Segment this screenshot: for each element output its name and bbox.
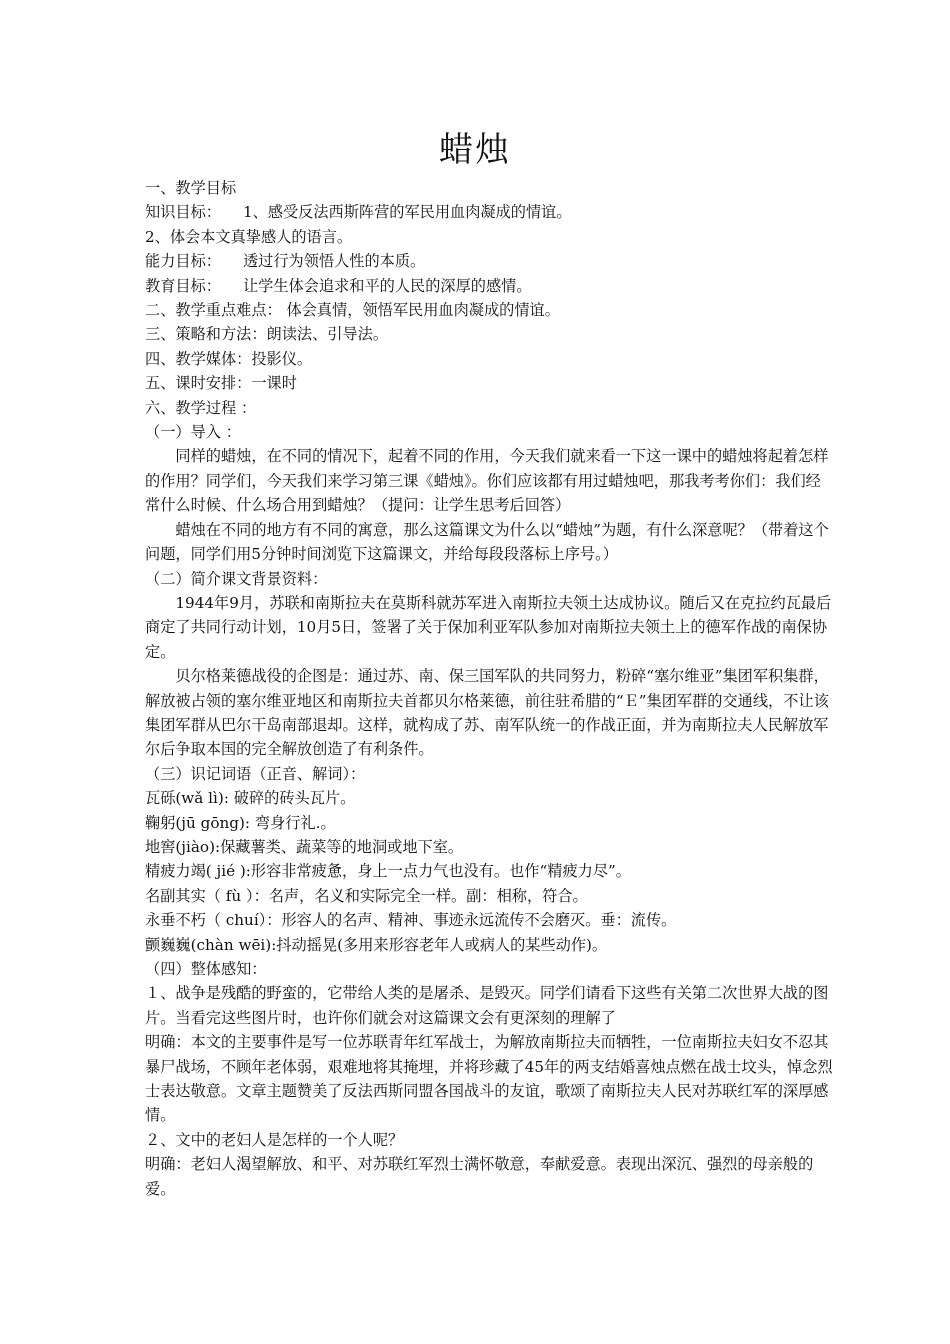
overall-question-2: ２、文中的老妇人是怎样的一个人呢？ — [145, 1130, 404, 1149]
vocab-item: 精疲力竭( jié ):形容非常疲惫，身上一点力气也没有。也作“精疲力尽”。 — [145, 862, 631, 881]
objectives-heading: 一、教学目标 — [145, 179, 237, 197]
vocab-item: 颤巍巍(chàn wēi):抖动摇晃(多用来形容老年人或病人的某些动作)。 — [145, 935, 608, 954]
vocab-item: 鞠躬(jū gōng): 弯身行礼.。 — [145, 813, 336, 832]
ability-label: 能力目标： — [145, 252, 221, 271]
intro-paragraph-2: 蜡烛在不同的地方有不同的寓意，那么这篇课文为什么以“蜡烛”为题，有什么深意呢？（带着这个问题，同学们用5分钟时间浏览下这篇课文，并给每段段落标上序号。） — [145, 520, 829, 564]
knowledge-item-2: 2、体会本文真挚感人的语言。 — [145, 227, 353, 246]
key-points: 二、教学重点难点： 体会真情，领悟军民用血肉凝成的情谊。 — [145, 301, 560, 320]
knowledge-label: 知识目标： — [145, 203, 221, 222]
vocab-heading: （三）识记词语（正音、解词）： — [145, 764, 366, 783]
vocab-item: 瓦砾(wǎ lì): 破碎的砖头瓦片。 — [145, 789, 356, 808]
knowledge-objective-1 — [145, 200, 835, 224]
vocab-item: 地窖(jiào):保藏薯类、蔬菜等的地洞或地下室。 — [145, 837, 464, 856]
intro-heading: （一）导入 ： — [145, 423, 241, 442]
overall-answer-1: 明确：本文的主要事件是写一位苏联青年红军战士，为解放南斯拉夫而牺牲，一位南斯拉夫妇女不忍其暴尸战场，不顾年老体弱，艰难地将其掩埋，并将珍藏了45年的两支结婚喜烛点燃在战士坟头，悼念烈士表达敬意。文章主题赞美了反法西斯同盟各国战斗的友谊，歌颂了南斯拉夫人民对苏联红军的深厚感情。 — [145, 1033, 833, 1125]
overall-heading: （四）整体感知： — [145, 960, 267, 978]
background-paragraph-1: 1944年9月，苏联和南斯拉夫在莫斯科就苏军进入南斯拉夫领土达成协议。随后又在克拉约瓦最后商定了共同行动计划，10月5日，签署了关于保加利亚军队参加对南斯拉夫领土上的德军作战的南保协定。 — [145, 593, 832, 661]
process-heading: 六、教学过程 ： — [145, 398, 257, 417]
page-title: 蜡烛 — [439, 130, 511, 170]
vocab-item: 名副其实（ fù ）：名声，名义和实际完全一样。副：相称，符合。 — [145, 886, 588, 905]
background-paragraph-2: 贝尔格莱德战役的企图是：通过苏、南、保三国军队的共同努力，粉碎“塞尔维亚”集团军积集群，解放被占领的塞尔维亚地区和南斯拉夫首都贝尔格莱德，前往驻希腊的“Ｅ”集团军群的交通线，不让该集团军群从巴尔干岛南部退却。这样，就构成了苏、南军队统一的作战正面，并为南斯拉夫人民解放军尔后争取本国的完全解放创造了有利条件。 — [145, 667, 829, 759]
ability-objective — [145, 249, 835, 273]
document-body — [145, 176, 835, 1201]
background-heading: （二）简介课文背景资料： — [145, 569, 328, 588]
vocab-item: 永垂不朽（ chuí）：形容人的名声、精神、事迹永远流传不会磨灭。垂：流传。 — [145, 911, 677, 930]
schedule: 五、课时安排：一课时 — [145, 374, 297, 393]
strategy: 三、策略和方法：朗读法、引导法。 — [145, 325, 388, 344]
education-objective — [145, 274, 835, 298]
knowledge-item-1: 1、感受反法西斯阵营的军民用血肉凝成的情谊。 — [242, 203, 572, 222]
media: 四、教学媒体：投影仪。 — [145, 349, 313, 368]
education-label: 教育目标： — [145, 276, 221, 295]
education-text: 让学生体会追求和平的人民的深厚的感情。 — [242, 276, 532, 295]
overall-answer-2: 明确：老妇人渴望解放、和平、对苏联红军烈士满怀敬意，奉献爱意。表现出深沉、强烈的母亲般的爱。 — [145, 1155, 814, 1198]
ability-text: 透过行为领悟人性的本质。 — [242, 252, 426, 271]
overall-question-1: １、战争是残酷的野蛮的，它带给人类的是屠杀、是毁灭。同学们请看下这些有关第二次世界大战的图片。当看完这些图片时，也许你们就会对这篇课文会有更深刻的理解了 — [145, 984, 829, 1027]
intro-paragraph-1: 同样的蜡烛，在不同的情况下，起着不同的作用，今天我们就来看一下这一课中的蜡烛将起着怎样的作用？同学们，今天我们来学习第三课《蜡烛》。你们应该都有用过蜡烛吧，那我考考你们：我们经常什么时候、什么场合用到蜡烛？（提问：让学生思考后回答） — [145, 447, 829, 515]
